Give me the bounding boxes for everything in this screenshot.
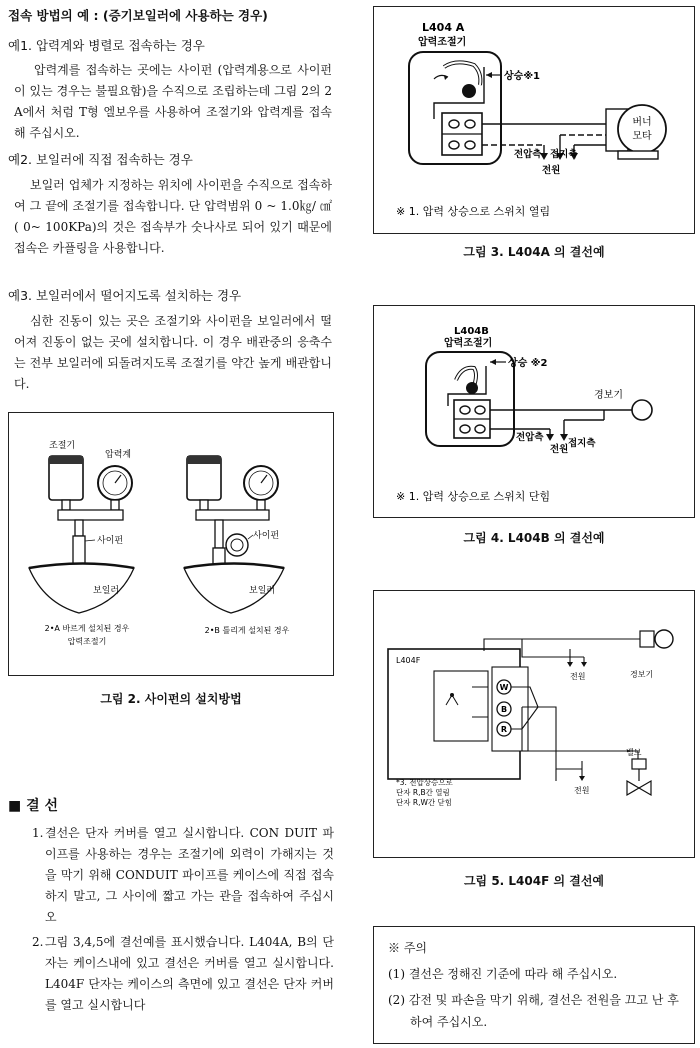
l404b-wiring-diagram bbox=[374, 306, 693, 516]
fig4-rise: 상승 ※2 bbox=[508, 358, 548, 369]
example1-text: 압력계를 접속하는 곳에는 사이펀 (압력계용으로 사이펀이 있는 경우는 불필요함)을 수직으로 조립하는데 그림 2의 2 A에서 처럼 T형 엘보우를 사용하여 조절기와 압력계를 접속해 주십시오. bbox=[14, 63, 332, 140]
wiring-item-2 bbox=[32, 932, 334, 1016]
sub-caption-a-line1: 2•A 바르게 설치된 경우 bbox=[44, 624, 130, 633]
wiring-item-2-text: 그림 3,4,5에 결선예를 표시했습니다. L404A, B의 단자는 케이스내에 있고 결선은 커버를 열고 실시합니다. L404F 단자는 케이스의 측면에 있고 결선은 단자 커버를 열고 실시합니다 bbox=[45, 935, 334, 1012]
label-gauge: 압력계 bbox=[105, 450, 132, 460]
fig3-device: 압력조절기 bbox=[418, 37, 467, 48]
wiring-item-1 bbox=[32, 823, 334, 928]
wiring-item-1-number: 1. bbox=[32, 826, 44, 840]
label-boiler-b: 보일러 bbox=[249, 586, 276, 596]
caution-item-2: (2) 감전 및 파손을 막기 위해, 결선은 전원을 끄고 난 후 하여 주십시오. bbox=[388, 993, 679, 1029]
fig3-note: ※ 1. 압력 상승으로 스위치 열림 bbox=[396, 205, 551, 218]
fig4-model: L404B bbox=[454, 326, 489, 337]
fig5-terminal-r: R bbox=[500, 725, 508, 734]
fig3-motor-line1: 버너 bbox=[632, 117, 652, 128]
example2-heading: 예2. 보일러에 직접 접속하는 경우 bbox=[8, 152, 193, 167]
fig4-device: 압력조절기 bbox=[444, 338, 493, 349]
fig4-voltage-side: 전압측 bbox=[516, 432, 544, 443]
fig3-motor-line2: 모타 bbox=[632, 131, 652, 142]
siphon-installation-diagram bbox=[9, 413, 332, 674]
wiring-item-1-text: 결선은 단자 커버를 열고 실시합니다. CON DUIT 파이프를 사용하는 경우는 조절기에 외력이 가해지는 것을 막기 위해 CONDUIT 파이프를 케이스에 직접 접속하지 말고, 그 사이에 짧고 가는 관을 접속하여 주십시오 bbox=[45, 826, 334, 924]
caution-box bbox=[373, 926, 695, 1044]
fig5-power-top: 전원 bbox=[570, 672, 586, 681]
wiring-item-2-number: 2. bbox=[32, 935, 44, 949]
caution-item-1: (1) 결선은 정해진 기준에 따라 해 주십시오. bbox=[388, 967, 618, 981]
fig4-ground-side: 접지측 bbox=[568, 438, 596, 449]
fig3-rise: 상승※1 bbox=[504, 71, 540, 82]
fig4-power: 전원 bbox=[550, 444, 569, 455]
fig3-model: L404 A bbox=[422, 21, 465, 34]
label-boiler-a: 보일러 bbox=[93, 586, 120, 596]
label-regulator: 조절기 bbox=[49, 441, 76, 451]
figure-3-caption: 그림 3. L404A 의 결선예 bbox=[463, 245, 605, 259]
fig3-ground-side: 접지측 bbox=[550, 149, 578, 160]
figure-5-box bbox=[373, 590, 695, 858]
fig5-alarm: 경보기 bbox=[630, 670, 654, 679]
figure-4-box bbox=[373, 305, 695, 518]
figure-3-box bbox=[373, 6, 695, 234]
fig5-terminal-b: B bbox=[500, 705, 508, 714]
figure-4-caption: 그림 4. L404B 의 결선예 bbox=[463, 531, 605, 545]
sub-caption-a-line2: 압력조절기 bbox=[67, 637, 107, 646]
figure-5-caption: 그림 5. L404F 의 결선예 bbox=[463, 874, 605, 888]
example1-heading: 예1. 압력계와 병렬로 접속하는 경우 bbox=[8, 38, 205, 53]
fig5-valve: 밸브 bbox=[626, 748, 642, 757]
fig5-note-line1: *3. 전압상승으로 bbox=[396, 778, 453, 787]
caution-title: ※ 주의 bbox=[388, 941, 427, 955]
fig3-voltage-side: 전압측 bbox=[514, 149, 542, 160]
fig5-terminal-w: W bbox=[499, 683, 509, 692]
l404f-wiring-diagram bbox=[374, 591, 693, 856]
fig4-note: ※ 1. 압력 상승으로 스위치 단힘 bbox=[396, 490, 551, 503]
fig4-alarm: 경보기 bbox=[594, 390, 623, 401]
fig5-note-line2: 단자 R,B간 열림 bbox=[396, 788, 450, 797]
label-siphon-b: 사이펀 bbox=[253, 531, 280, 541]
label-siphon-a: 사이펀 bbox=[97, 536, 124, 546]
figure-2-box bbox=[8, 412, 334, 676]
wiring-heading: ■ 결 선 bbox=[8, 798, 59, 814]
example3-text: 심한 진동이 있는 곳은 조절기와 사이펀을 보일러에서 떨어져 진동이 없는 곳에 설치합니다. 이 경우 배관중의 응축수는 전부 보일러에 되돌려지도록 조절기를 약간 높게 배관합니다. bbox=[14, 314, 332, 391]
sub-caption-b: 2•B 틀리게 설치된 경우 bbox=[204, 626, 290, 635]
fig5-power-bottom: 전원 bbox=[574, 786, 590, 795]
figure-2-caption: 그림 2. 사이펀의 설치방법 bbox=[100, 692, 242, 706]
fig5-model: L404F bbox=[396, 656, 421, 665]
example2-text: 보일러 업체가 지정하는 위치에 사이펀을 수직으로 접속하여 그 끝에 조절기를 접속합니다. 단 압력범위 0 ~ 1.0㎏/ ㎠ ( 0~ 100KPa)의 것은 접속부가 숫나사로 되어 있기 때문에 접속은 카플링을 사용합니다. bbox=[14, 178, 332, 255]
fig5-note-line3: 단자 R,W간 닫힘 bbox=[396, 798, 453, 807]
example3-heading: 예3. 보일러에서 떨어지도록 설치하는 경우 bbox=[8, 288, 242, 303]
section-title: 접속 방법의 예 : (증기보일러에 사용하는 경우) bbox=[8, 8, 268, 23]
fig3-power: 전원 bbox=[542, 165, 561, 176]
l404a-wiring-diagram bbox=[374, 7, 693, 232]
